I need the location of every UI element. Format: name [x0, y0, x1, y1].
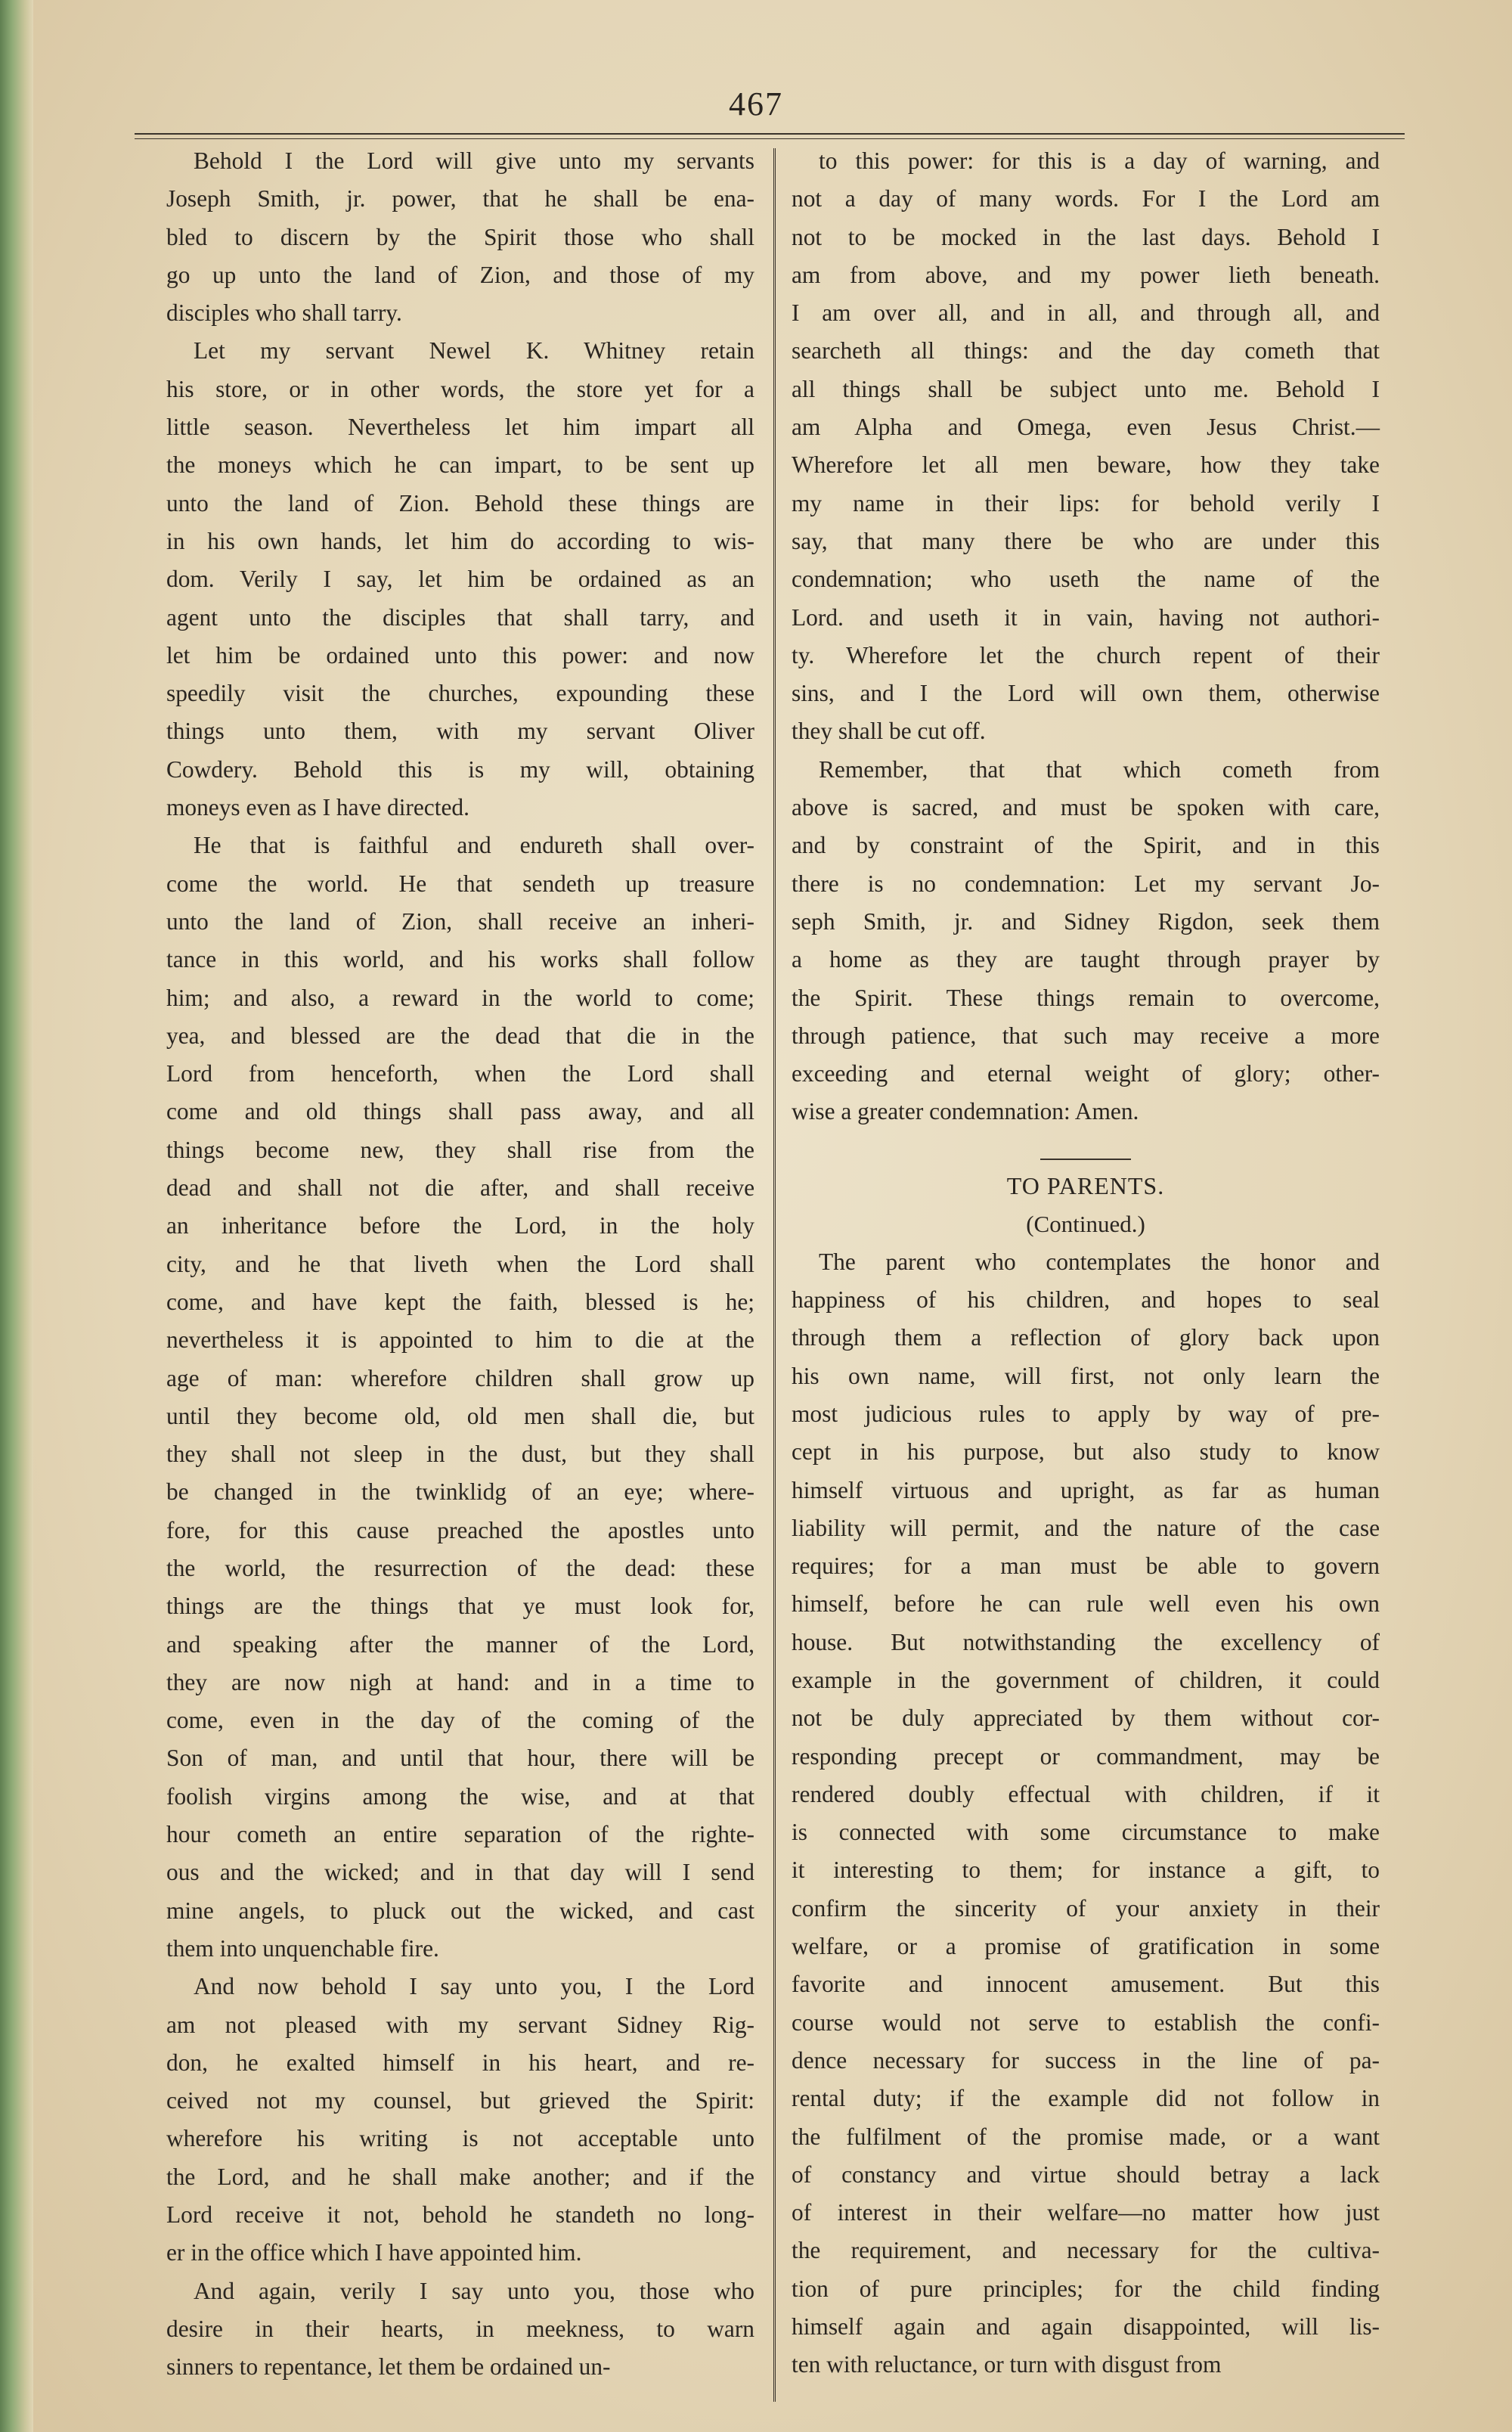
text-line: Lord. and useth it in vain, having not authori- [792, 603, 1380, 631]
paragraph [792, 142, 1380, 751]
text-line: dence necessary for success in the line of pa- [792, 2046, 1380, 2074]
text-line: requires; for a man must be able to govern [792, 1553, 1380, 1580]
text-line: confirm the sincerity of your anxiety in their [792, 1894, 1380, 1922]
paragraph [166, 142, 754, 332]
text-line: example in the government of children, it could [792, 1666, 1380, 1693]
text-line: the world, the resurrection of the dead: these [166, 1554, 754, 1581]
text-line: him; and also, a reward in the world to come; [166, 984, 754, 1011]
text-line: He that is faithful and endureth shall over- [194, 832, 754, 859]
text-line: seph Smith, jr. and Sidney Rigdon, seek them [792, 907, 1380, 935]
text-line: in his own hands, let him do according to wis- [166, 527, 754, 554]
text-line: The parent who contemplates the honor and [819, 1248, 1380, 1275]
text-line: Lord from henceforth, when the Lord shall [166, 1060, 754, 1087]
text-line: himself virtuous and upright, as far as human [792, 1476, 1380, 1503]
paragraph [166, 2272, 754, 2387]
text-line: course would not serve to establish the confi- [792, 2009, 1380, 2036]
text-line: come, even in the day of the coming of the [166, 1707, 754, 1734]
paragraph [166, 332, 754, 827]
text-line: yea, and blessed are the dead that die in the [166, 1022, 754, 1049]
text-line: and by constraint of the Spirit, and in this [792, 832, 1380, 859]
text-line: it interesting to them; for instance a gift, to [792, 1857, 1380, 1884]
article-subheading: (Continued.) [1026, 1210, 1145, 1237]
text-line: ous and the wicked; and in that day will I send [166, 1859, 754, 1886]
text-line: come the world. He that sendeth up treasure [166, 870, 754, 897]
text-line: I am over all, and in all, and through all, and [792, 299, 1380, 327]
paragraph [792, 751, 1380, 1131]
text-line: favorite and innocent amusement. But this [792, 1971, 1380, 1998]
text-line: his own name, will first, not only learn the [792, 1362, 1380, 1389]
text-line: disciples who shall tarry. [166, 299, 402, 327]
text-line: come and old things shall pass away, and all [166, 1098, 754, 1125]
paragraph [166, 827, 754, 1968]
article-heading: TO PARENTS. [1006, 1171, 1165, 1199]
text-line: things become new, they shall rise from the [166, 1136, 754, 1163]
text-line: am not pleased with my servant Sidney Rig- [166, 2011, 754, 2038]
text-line: of interest in their welfare—no matter how just [792, 2199, 1380, 2226]
text-line: hour cometh an entire separation of the righte- [166, 1821, 754, 1848]
text-line: house. But notwithstanding the excellency of [792, 1628, 1380, 1655]
text-line: my name in their lips: for behold verily I [792, 489, 1380, 516]
right-column-article-text [792, 1243, 1380, 2384]
text-line: to this power: for this is a day of warning, and [819, 147, 1380, 174]
text-line: let him be ordained unto this power: and now [166, 641, 754, 668]
section-divider-rule [1040, 1159, 1131, 1160]
text-line: foolish virgins among the wise, and at that [166, 1782, 754, 1810]
text-line: mine angels, to pluck out the wicked, and cast [166, 1897, 754, 1924]
text-line: wise a greater condemnation: Amen. [792, 1098, 1139, 1125]
text-line: an inheritance before the Lord, in the holy [166, 1212, 754, 1239]
text-line: Remember, that that which cometh from [819, 755, 1380, 783]
text-line: am Alpha and Omega, even Jesus Christ.— [792, 414, 1380, 441]
text-line: exceeding and eternal weight of glory; other- [792, 1060, 1380, 1087]
text-line: they shall not sleep in the dust, but they shall [166, 1441, 754, 1468]
page-edge-decoration [0, 0, 33, 2432]
text-line: happiness of his children, and hopes to seal [792, 1286, 1380, 1314]
page-number: 467 [729, 85, 783, 123]
text-line: go up unto the land of Zion, and those of my [166, 261, 754, 288]
text-line: desire in their hearts, in meekness, to warn [166, 2315, 754, 2342]
text-line: not to be mocked in the last days. Behold I [792, 223, 1380, 250]
text-line: there is no condemnation: Let my servant Jo- [792, 870, 1380, 897]
text-line: Wherefore let all men beware, how they take [792, 451, 1380, 479]
left-column [166, 142, 754, 2387]
text-line: they shall be cut off. [792, 718, 986, 745]
text-line: a home as they are taught through prayer by [792, 946, 1380, 973]
text-line: be changed in the twinklidg of an eye; where- [166, 1478, 754, 1506]
text-line: dead and shall not die after, and shall receive [166, 1174, 754, 1202]
column-divider [773, 148, 776, 2402]
paragraph [166, 1968, 754, 2272]
text-line: And again, verily I say unto you, those who [194, 2277, 754, 2304]
text-line: the fulfilment of the promise made, or a want [792, 2123, 1380, 2150]
text-line: rental duty; if the example did not follow in [792, 2085, 1380, 2112]
text-line: cept in his purpose, but also study to know [792, 1438, 1380, 1466]
text-line: Behold I the Lord will give unto my servants [194, 147, 754, 174]
text-line: rendered doubly effectual with children, if it [792, 1780, 1380, 1807]
text-line: Lord receive it not, behold he standeth no long- [166, 2201, 754, 2229]
text-line: unto the land of Zion. Behold these things are [166, 489, 754, 516]
text-line: age of man: wherefore children shall grow up [166, 1364, 754, 1391]
text-line: Cowdery. Behold this is my will, obtaining [166, 755, 754, 783]
text-line: say, that many there be who are under this [792, 527, 1380, 554]
text-line: and speaking after the manner of the Lord, [166, 1630, 754, 1658]
right-column [792, 142, 1380, 2384]
paragraph [792, 1243, 1380, 2384]
text-line: speedily visit the churches, expounding these [166, 680, 754, 707]
text-line: And now behold I say unto you, I the Lord [194, 1973, 754, 2000]
text-line: wherefore his writing is not acceptable unto [166, 2125, 754, 2152]
text-line: am from above, and my power lieth beneath. [792, 261, 1380, 288]
right-column-scripture-text [792, 142, 1380, 1131]
text-line: the Spirit. These things remain to overcome, [792, 984, 1380, 1011]
text-line: liability will permit, and the nature of the case [792, 1514, 1380, 1541]
text-line: not a day of many words. For I the Lord am [792, 185, 1380, 212]
text-line: Let my servant Newel K. Whitney retain [194, 337, 754, 364]
text-line: city, and he that liveth when the Lord shall [166, 1250, 754, 1277]
text-line: them into unquenchable fire. [166, 1934, 439, 1962]
text-line: moneys even as I have directed. [166, 794, 469, 821]
text-line: sins, and I the Lord will own them, otherwise [792, 680, 1380, 707]
text-line: through patience, that such may receive a more [792, 1022, 1380, 1049]
text-line: is connected with some circumstance to make [792, 1819, 1380, 1846]
text-line: all things shall be subject unto me. Behold I [792, 375, 1380, 402]
text-line: little season. Nevertheless let him impart all [166, 414, 754, 441]
text-line: er in the office which I have appointed him. [166, 2239, 582, 2266]
text-line: ty. Wherefore let the church repent of their [792, 641, 1380, 668]
text-line: they are now nigh at hand: and in a time to [166, 1668, 754, 1695]
text-line: tance in this world, and his works shall follow [166, 946, 754, 973]
text-line: don, he exalted himself in his heart, and re- [166, 2049, 754, 2076]
text-line: most judicious rules to apply by way of pre- [792, 1400, 1380, 1427]
text-line: condemnation; who useth the name of the [792, 566, 1380, 593]
text-line: things unto them, with my servant Oliver [166, 718, 754, 745]
text-line: nevertheless it is appointed to him to die at the [166, 1326, 754, 1354]
text-line: welfare, or a promise of gratification in some [792, 1933, 1380, 1960]
text-line: himself again and again disappointed, will lis- [792, 2313, 1380, 2340]
text-line: Joseph Smith, jr. power, that he shall be ena- [166, 185, 754, 212]
text-line: unto the land of Zion, shall receive an inheri- [166, 907, 754, 935]
text-line: the Lord, and he shall make another; and if the [166, 2163, 754, 2190]
text-line: things are the things that ye must look for, [166, 1593, 754, 1620]
text-line: the requirement, and necessary for the cultiva- [792, 2237, 1380, 2264]
text-line: come, and have kept the faith, blessed is he; [166, 1288, 754, 1315]
text-line: responding precept or commandment, may be [792, 1742, 1380, 1770]
text-line: dom. Verily I say, let him be ordained as an [166, 566, 754, 593]
header-rule [135, 133, 1405, 139]
text-line: ten with reluctance, or turn with disgust from [792, 2351, 1222, 2378]
text-line: tion of pure principles; for the child finding [792, 2275, 1380, 2302]
text-line: ceived not my counsel, but grieved the Spirit: [166, 2087, 754, 2114]
text-line: searcheth all things: and the day cometh that [792, 337, 1380, 364]
text-line: not be duly appreciated by them without cor- [792, 1705, 1380, 1732]
text-line: through them a reflection of glory back upon [792, 1324, 1380, 1351]
text-line: the moneys which he can impart, to be sent up [166, 451, 754, 479]
text-line: himself, before he can rule well even his own [792, 1590, 1380, 1618]
text-line: agent unto the disciples that shall tarry, and [166, 603, 754, 631]
text-line: sinners to repentance, let them be ordained un- [166, 2353, 611, 2381]
text-line: until they become old, old men shall die, but [166, 1402, 754, 1429]
text-line: of constancy and virtue should betray a lack [792, 2161, 1380, 2188]
text-line: bled to discern by the Spirit those who shall [166, 223, 754, 250]
text-line: above is sacred, and must be spoken with care, [792, 794, 1380, 821]
text-line: fore, for this cause preached the apostles unto [166, 1516, 754, 1543]
text-line: his store, or in other words, the store yet for a [166, 375, 754, 402]
text-line: Son of man, and until that hour, there will be [166, 1745, 754, 1772]
